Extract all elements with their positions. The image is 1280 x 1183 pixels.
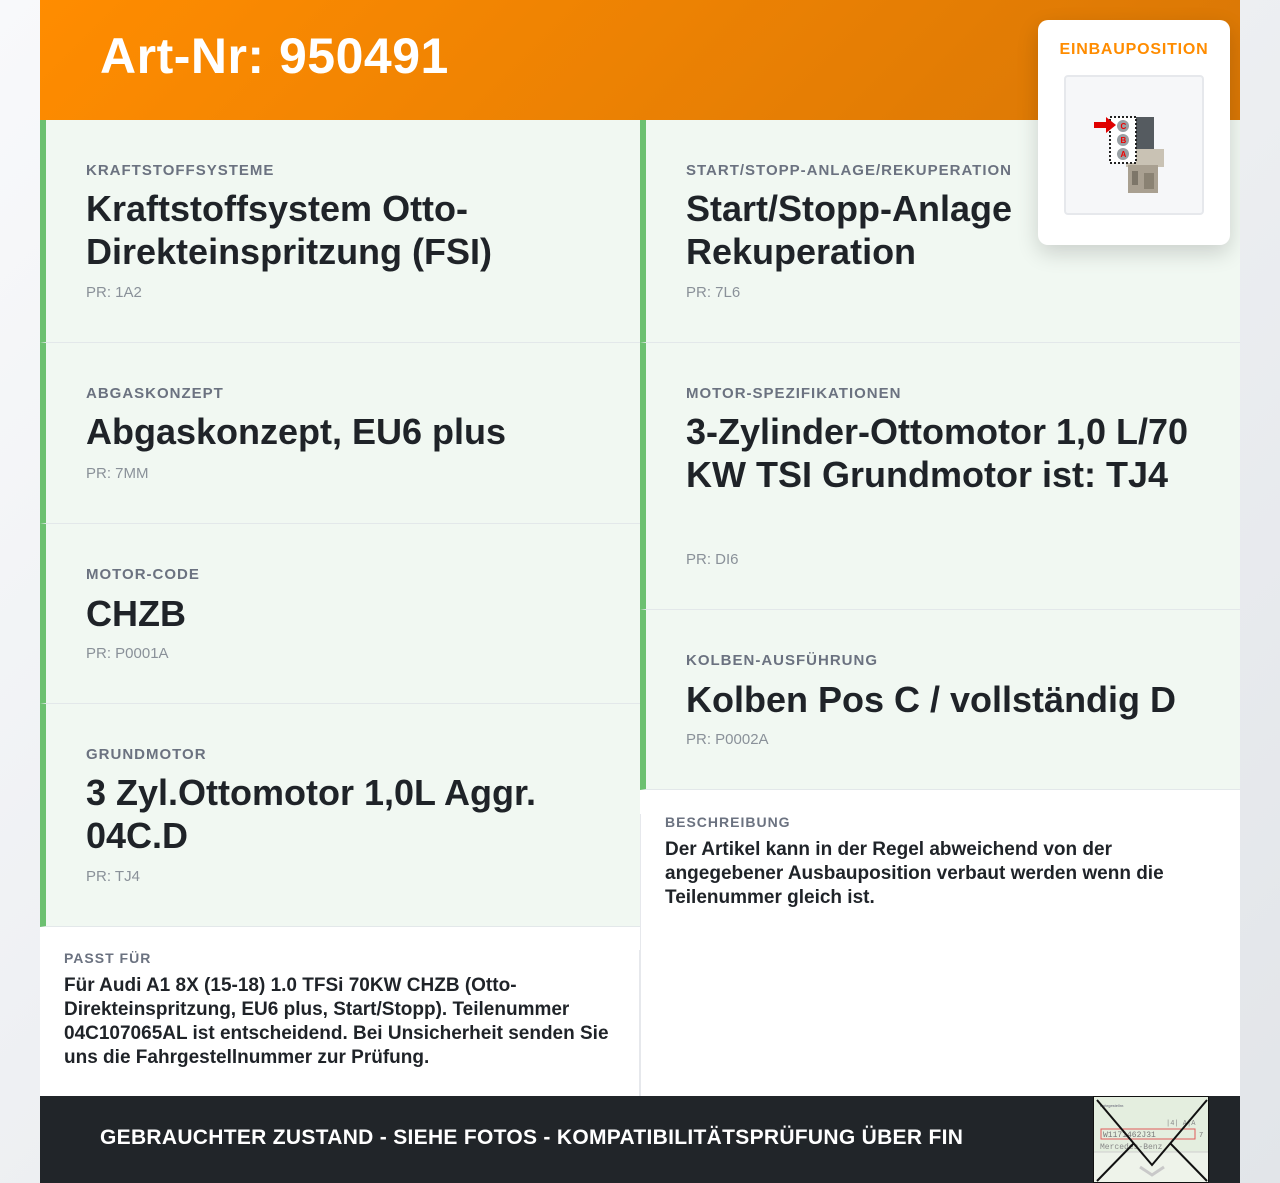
spec-value: Kolben Pos C / vollständig D — [686, 679, 1177, 720]
description-text: Der Artikel kann in der Regel abweichend von der angegebener Ausbauposition verbaut werden wenn die Teilenummer gleich ist. — [665, 839, 1164, 908]
spec-cell-kraftstoffsysteme — [40, 120, 640, 343]
spec-pr-code: PR: 7L6 — [686, 284, 741, 301]
footer-notice: GEBRAUCHTER ZUSTAND - SIEHE FOTOS - KOMPATIBILITÄTSPRÜFUNG ÜBER FIN — [100, 1126, 964, 1149]
spec-cell-grundmotor — [40, 704, 640, 927]
svg-text:Fahrgestellnr.: Fahrgestellnr. — [1100, 1103, 1125, 1108]
svg-text:7: 7 — [1199, 1132, 1204, 1140]
spec-cell-kolben-ausfuehrung — [640, 610, 1240, 790]
fits-label: PASST FÜR — [64, 950, 152, 966]
spec-label: START/STOPP-ANLAGE/REKUPERATION — [686, 162, 1013, 179]
spec-pr-code: PR: 7MM — [86, 465, 149, 482]
installation-position-title: EINBAUPOSITION — [1059, 41, 1209, 58]
spec-label: KRAFTSTOFFSYSTEME — [86, 162, 275, 179]
svg-text:|4| A|A: |4| A|A — [1166, 1120, 1196, 1128]
spec-pr-code: PR: TJ4 — [86, 868, 140, 885]
svg-text:C: C — [1120, 122, 1127, 131]
spec-label: MOTOR-CODE — [86, 566, 200, 583]
description-label: BESCHREIBUNG — [665, 814, 791, 830]
svg-text:A: A — [1120, 150, 1127, 159]
article-number-title: Art-Nr: 950491 — [100, 28, 449, 84]
spec-cell-motor-spezifikationen — [640, 343, 1240, 610]
spec-value: CHZB — [86, 593, 186, 634]
spec-pr-code: PR: P0002A — [686, 731, 769, 748]
spec-value: 3-Zylinder-Ottomotor 1,0 L/70 KW TSI Grundmotor ist: TJ4 — [686, 411, 1189, 495]
fits-section — [40, 950, 640, 1096]
svg-text:B: B — [1120, 136, 1127, 145]
spec-value: 3 Zyl.Ottomotor 1,0L Aggr. 04C.D — [86, 772, 537, 856]
installation-position-image[interactable] — [1064, 75, 1204, 215]
description-section — [640, 814, 1240, 1096]
fits-text: Für Audi A1 8X (15-18) 1.0 TFSi 70KW CHZB (Otto-Direkteinspritzung, EU6 plus, Start/Stopp). Teilenummer 04C107065AL ist entscheidend. Bei Unsicherheit senden Sie uns die Fahrgestellnummer zur Prüfung. — [64, 975, 609, 1068]
spec-cell-abgaskonzept — [40, 343, 640, 524]
spec-value: Abgaskonzept, EU6 plus — [86, 411, 507, 452]
installation-position-card[interactable] — [1038, 20, 1230, 245]
spec-value: Start/Stopp-Anlage Rekuperation — [686, 188, 1013, 272]
spec-label: KOLBEN-AUSFÜHRUNG — [686, 652, 878, 669]
fin-envelope-image — [1093, 1096, 1209, 1183]
spec-value: Kraftstoffsystem Otto-Direkteinspritzung (FSI) — [86, 188, 493, 272]
spec-cell-motor-code — [40, 524, 640, 704]
spec-label: MOTOR-SPEZIFIKATIONEN — [686, 385, 902, 402]
spec-pr-code: PR: P0001A — [86, 645, 169, 662]
spec-pr-code: PR: 1A2 — [86, 284, 142, 301]
svg-text:W1171462J31: W1171462J31 — [1103, 1131, 1156, 1140]
spec-label: ABGASKONZEPT — [86, 385, 224, 402]
product-sheet — [40, 0, 1240, 1183]
left-spec-column — [40, 120, 640, 927]
spec-label: GRUNDMOTOR — [86, 746, 207, 763]
engine-position-diagram-icon — [1066, 77, 1202, 213]
spec-pr-code: PR: DI6 — [686, 551, 739, 568]
svg-text:Mercedes-Benz: Mercedes-Benz — [1100, 1143, 1163, 1152]
footer-banner — [40, 1096, 1240, 1183]
vehicle-registration-envelope-icon — [1094, 1097, 1209, 1183]
